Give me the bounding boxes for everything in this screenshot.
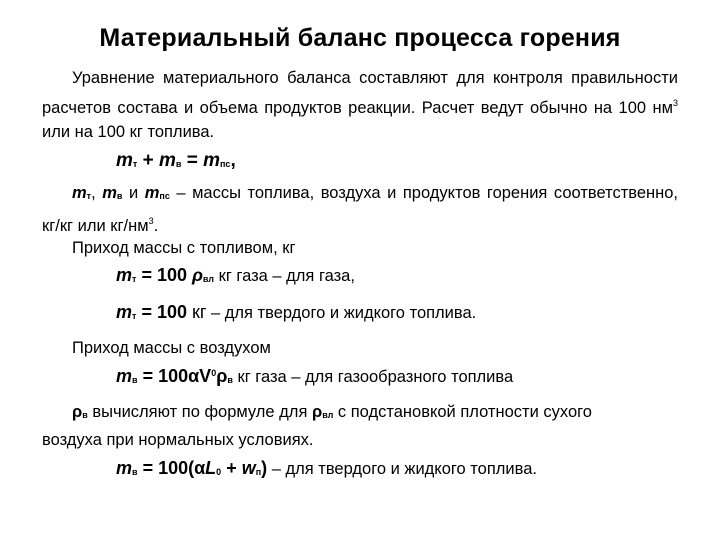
slide-title: Материальный баланс процесса горения — [99, 24, 621, 52]
air-gas-equation: mв = $100\alpha V^0\rho в$ кг газа – для газообразного топлива — [116, 366, 514, 386]
intro-text-end: или на 100 кг топлива. — [42, 123, 215, 141]
definition-text: – массы топлива, воздуха и продуктов горения соответственно, кг/кг или кг/нм — [42, 184, 679, 235]
air-heading: Приход массы с воздухом — [72, 339, 271, 357]
definition-paragraph: mт, mв и mпс – массы топлива, воздуха и продуктов горения соответственно, кг/кг или $кг/нм^3$. — [42, 184, 679, 235]
intro-text: Уравнение материального баланса составляют для контроля правильности расчетов состава и объема продуктов реакции. Расчет ведут обычно на 100 нм — [42, 69, 678, 117]
intro-paragraph — [42, 66, 678, 145]
fuel-heading: Приход массы с топливом, кг — [72, 239, 296, 257]
fuel-solid-equation: mт = 100 кг – для твердого и жидкого топлива. — [116, 302, 477, 322]
balance-equation: mт + mв = mпс, — [116, 150, 236, 171]
fuel-gas-equation: mт = 100 ρвл кг газа – для газа, — [116, 265, 355, 285]
air-solid-equation: mв = 100(αL0 + wп) – для твердого и жидкого топлива. — [116, 458, 537, 478]
intro-superscript: 3 — [672, 97, 678, 108]
density-note: ρв вычисляют по формуле для ρвл с подстановкой плотности сухого воздуха при нормальных условиях. — [42, 403, 592, 449]
